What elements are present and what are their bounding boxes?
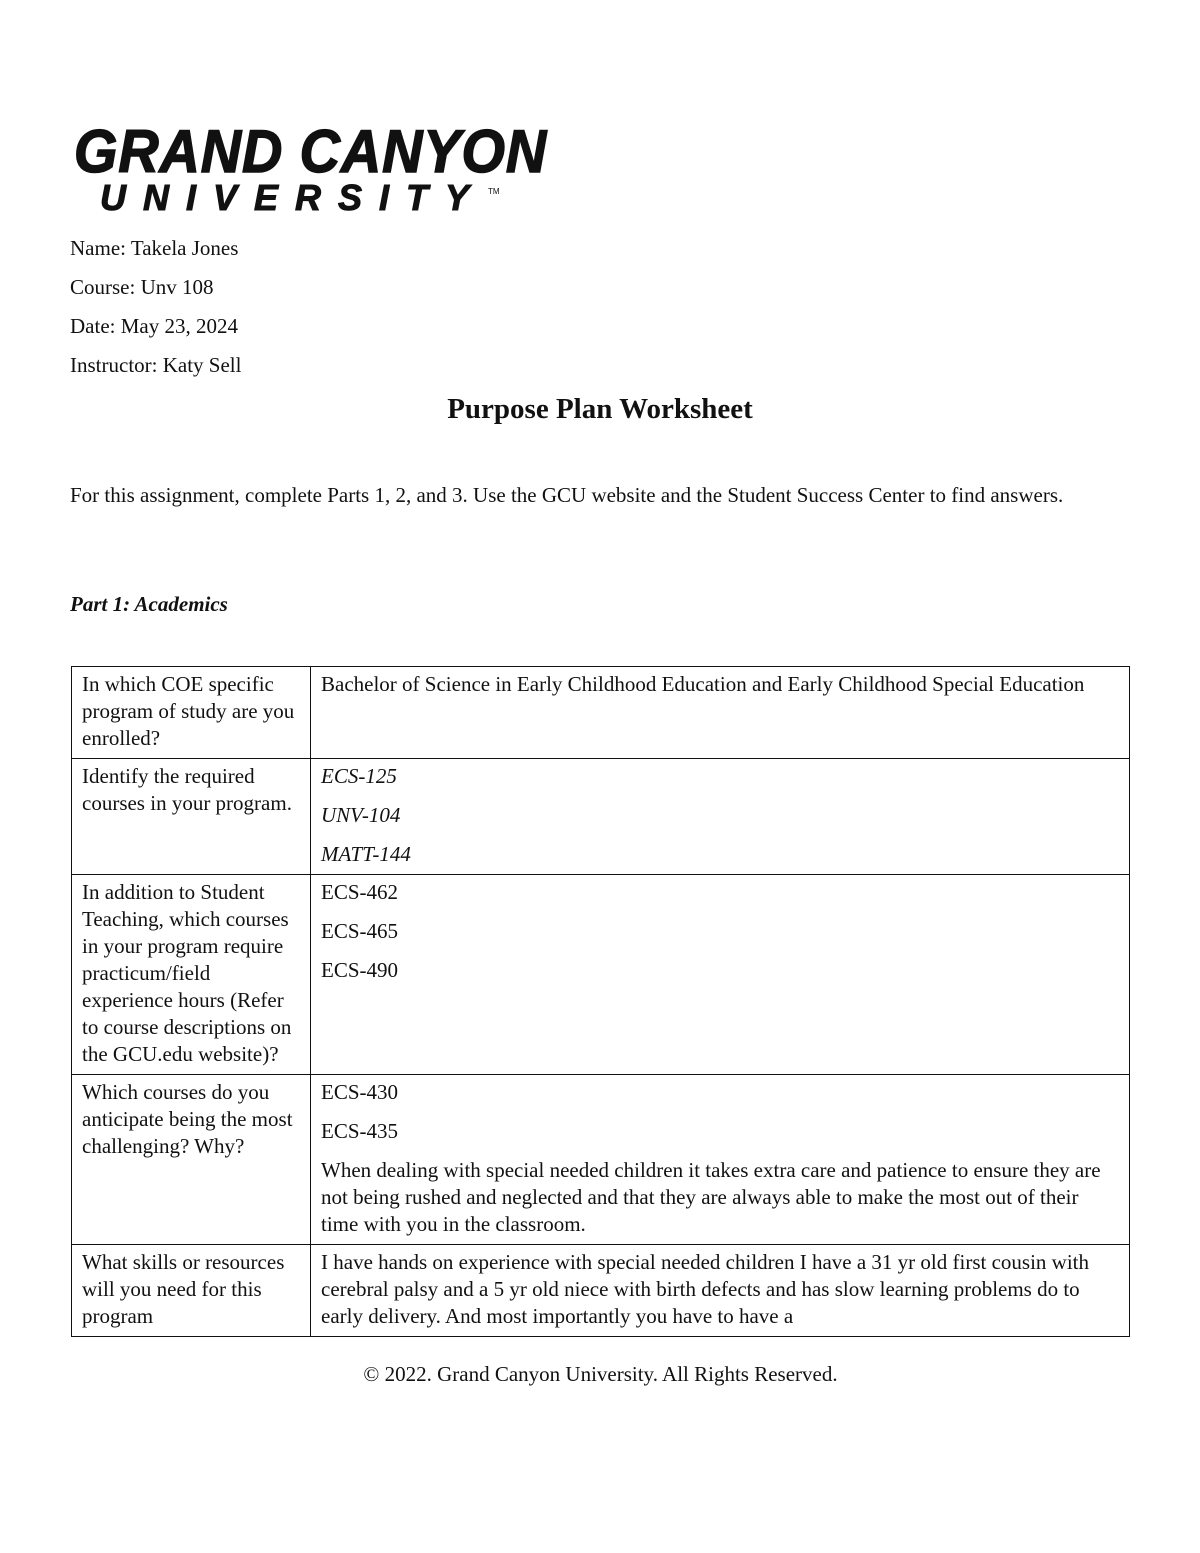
- logo-trademark: TM: [488, 187, 500, 196]
- question-cell: Which courses do you anticipate being the most challenging? Why?: [72, 1075, 311, 1245]
- table-row: [72, 1245, 1130, 1337]
- course: Course: Unv 108: [70, 275, 214, 299]
- logo-grand-canyon: GRAND CANYON: [74, 118, 548, 185]
- answer-text: ECS-435: [321, 1119, 399, 1143]
- answer-text: ECS-465: [321, 919, 399, 943]
- answer-cell: [311, 667, 1130, 759]
- answer-cell: [311, 875, 1130, 1075]
- answer-text: When dealing with special needed children it takes extra care and patience to ensure they are not being rushed and neglected and that they are always able to make the most out of their time with you in the classroom.: [321, 1158, 1101, 1236]
- question-cell: In addition to Student Teaching, which courses in your program require practicum/field experience hours (Refer to course descriptions on the GCU.edu website)?: [72, 875, 311, 1075]
- table-row: [72, 1075, 1130, 1245]
- instructor: Instructor: Katy Sell: [70, 353, 242, 377]
- answer-cell: [311, 1075, 1130, 1245]
- answer-text: MATT-144: [321, 842, 411, 866]
- answer-text: ECS-430: [321, 1080, 399, 1104]
- answer-text: UNV-104: [321, 803, 401, 827]
- table-row: [72, 667, 1130, 759]
- logo-university: UNIVERSITY: [100, 177, 487, 218]
- copyright-footer: © 2022. Grand Canyon University. All Rights Reserved.: [363, 1362, 838, 1386]
- table-and-footer: [71, 666, 1130, 1388]
- answer-text: Bachelor of Science in Early Childhood Education and Early Childhood Special Education: [321, 672, 1085, 696]
- question-cell: Identify the required courses in your program.: [72, 759, 311, 875]
- table-row: [72, 875, 1130, 1075]
- question-cell: In which COE specific program of study are you enrolled?: [72, 667, 311, 759]
- logo-university-row: [100, 177, 500, 218]
- instructions: For this assignment, complete Parts 1, 2, and 3. Use the GCU website and the Student Success Center to find answers.: [70, 483, 1064, 507]
- part-1-heading: Part 1: Academics: [70, 592, 228, 616]
- student-name: Name: Takela Jones: [70, 236, 239, 260]
- question-cell: What skills or resources will you need for this program: [72, 1245, 311, 1337]
- answer-cell: [311, 759, 1130, 875]
- page-title: Purpose Plan Worksheet: [447, 393, 753, 425]
- answer-cell: [311, 1245, 1130, 1337]
- answer-text: ECS-462: [321, 880, 399, 904]
- table-row: [72, 759, 1130, 875]
- academics-table: [71, 666, 1130, 1337]
- answer-text: I have hands on experience with special needed children I have a 31 yr old first cousin with cerebral palsy and a 5 yr old niece with birth defects and has slow learning problems do to early delivery. And most importantly you have to have a: [321, 1250, 1089, 1328]
- answer-text: ECS-125: [321, 764, 397, 788]
- answer-text: ECS-490: [321, 958, 399, 982]
- date: Date: May 23, 2024: [70, 314, 238, 338]
